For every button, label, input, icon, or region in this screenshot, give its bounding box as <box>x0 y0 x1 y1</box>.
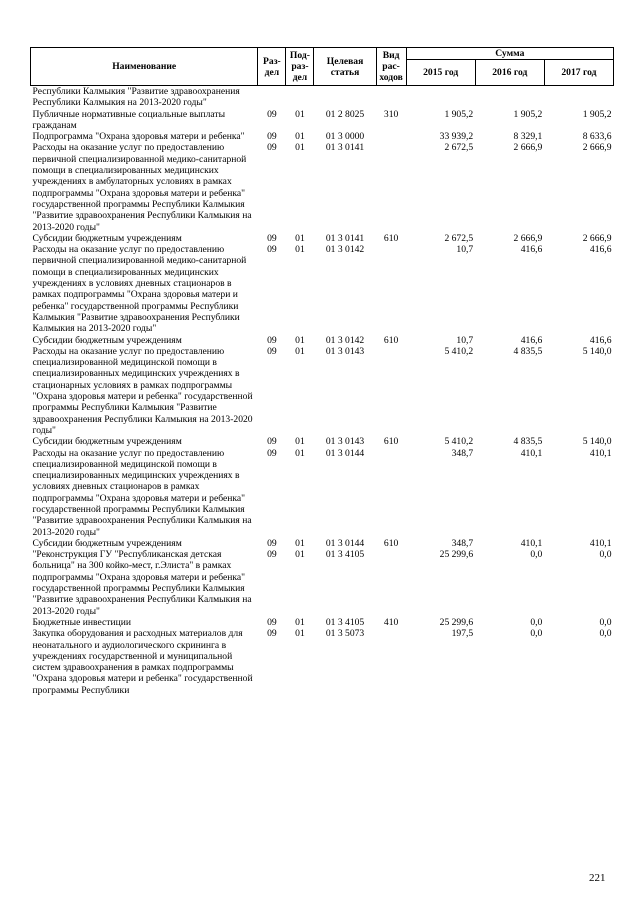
table-row <box>31 233 614 244</box>
cell-2017: 0,0 <box>599 628 612 640</box>
table-row <box>31 131 614 142</box>
header-year-2015: 2015 год <box>406 60 475 86</box>
cell-target: 01 3 0142 <box>325 244 365 256</box>
cell-name: Публичные нормативные социальные выплаты гражданам <box>32 108 226 131</box>
cell-2017: 0,0 <box>599 549 612 561</box>
table-row <box>31 244 614 334</box>
cell-2016: 410,1 <box>520 537 543 549</box>
table-row <box>31 617 614 628</box>
cell-target: 01 3 0141 <box>325 142 365 154</box>
cell-podrazdel: 01 <box>295 549 305 561</box>
cell-expense-type <box>376 142 406 232</box>
table-row <box>31 142 614 232</box>
cell-2017: 2 666,9 <box>582 232 612 244</box>
cell-2016: 1 905,2 <box>513 108 543 120</box>
cell-name: Субсидии бюджетным учреждениям <box>32 436 182 448</box>
cell-2016: 416,6 <box>520 244 543 256</box>
cell-podrazdel: 01 <box>295 108 305 120</box>
cell-expense-type <box>376 346 406 436</box>
cell-expense-type: 610 <box>383 537 399 549</box>
header-razdel: Раз- дел <box>258 48 286 86</box>
cell-target: 01 3 0144 <box>325 537 365 549</box>
cell-expense-type <box>376 448 406 538</box>
cell-expense-type <box>376 549 406 617</box>
cell-target: 01 3 4105 <box>325 549 365 561</box>
table-row <box>31 86 614 109</box>
cell-name: Субсидии бюджетным учреждениям <box>32 232 182 244</box>
cell-2015: 197,5 <box>451 628 474 640</box>
cell-podrazdel: 01 <box>295 345 305 357</box>
table-row <box>31 448 614 538</box>
cell-razdel <box>258 86 286 109</box>
cell-2016: 410,1 <box>520 447 543 459</box>
cell-2016: 2 666,9 <box>513 142 543 154</box>
cell-2016: 4 835,5 <box>513 436 543 448</box>
cell-2017: 416,6 <box>589 334 612 346</box>
table-row <box>31 346 614 436</box>
cell-2015: 10,7 <box>456 334 474 346</box>
cell-name: Субсидии бюджетным учреждениям <box>32 537 182 549</box>
cell-2017: 8 633,6 <box>582 131 612 143</box>
cell-razdel: 09 <box>267 628 277 640</box>
cell-razdel: 09 <box>267 447 277 459</box>
cell-expense-type: 310 <box>383 108 399 120</box>
cell-expense-type <box>376 244 406 334</box>
cell-target: 01 3 5073 <box>325 628 365 640</box>
cell-2017: 410,1 <box>589 447 612 459</box>
cell-podrazdel: 01 <box>295 232 305 244</box>
cell-podrazdel <box>286 86 314 109</box>
cell-2017: 1 905,2 <box>582 108 612 120</box>
table-body <box>31 86 614 697</box>
cell-razdel: 09 <box>267 549 277 561</box>
header-sum: Сумма <box>406 48 613 60</box>
cell-target: 01 3 0142 <box>325 334 365 346</box>
cell-2015: 25 299,6 <box>439 616 474 628</box>
cell-2016: 416,6 <box>520 334 543 346</box>
cell-2015: 2 672,5 <box>444 232 474 244</box>
header-year-2016: 2016 год <box>475 60 544 86</box>
cell-2015: 348,7 <box>451 537 474 549</box>
cell-expense-type <box>376 86 406 109</box>
cell-podrazdel: 01 <box>295 447 305 459</box>
cell-podrazdel: 01 <box>295 436 305 448</box>
cell-name: Бюджетные инвестиции <box>32 616 131 628</box>
cell-podrazdel: 01 <box>295 131 305 143</box>
cell-podrazdel: 01 <box>295 616 305 628</box>
cell-name: Расходы на оказание услуг по предоставлению специализированной медицинской помощи в специализированных медицинских учреждениях в стационарных условиях в рамках подпрограммы "Охрана здоровья матери и ребенка" государственной программы Республики Калмыкия "Развитие здравоохранения Республики Калмыкия на 2013-2020 годы" <box>32 345 253 436</box>
cell-target: 01 3 0144 <box>325 447 365 459</box>
cell-name: "Реконструкция ГУ "Республиканская детская больница" на 300 койко-мест, г.Элиста" в рамках подпрограммы "Охрана здоровья матери и ребенка" государственной программы Республики Калмыкия "Развитие здравоохранения Республики Калмыкия на 2013-2020 годы" <box>32 549 252 617</box>
cell-podrazdel: 01 <box>295 334 305 346</box>
header-year-2017: 2017 год <box>544 60 613 86</box>
table-header <box>31 48 614 86</box>
table-row <box>31 335 614 346</box>
cell-2017: 0,0 <box>599 616 612 628</box>
cell-expense-type: 610 <box>383 232 399 244</box>
cell-2015: 33 939,2 <box>439 131 474 143</box>
cell-2016: 2 666,9 <box>513 232 543 244</box>
cell-2016: 8 329,1 <box>513 131 543 143</box>
table-row <box>31 436 614 447</box>
budget-table <box>30 47 614 696</box>
cell-name: Расходы на оказание услуг по предоставлению специализированной медицинской помощи в специализированных медицинских учреждениях в условиях дневных стационаров в рамках подпрограммы "Охрана здоровья матери и ребенка" государственной программы Республики Калмыкия "Развитие здравоохранения Республики Калмыкия на 2013-2020 годы" <box>32 447 252 538</box>
cell-target: 01 3 0143 <box>325 345 365 357</box>
cell-2015: 10,7 <box>456 244 474 256</box>
cell-name: Расходы на оказание услуг по предоставлению первичной специализированной медико-санитарной помощи в специализированных медицинских учреждениях в условиях дневных стационаров в рамках подпрограммы "Охрана здоровья матери и ребенка" государственной программы Республики Калмыкия "Развитие здравоохранения Республики Калмыкия на 2013-2020 годы" <box>32 244 247 335</box>
cell-2016: 0,0 <box>530 549 543 561</box>
table-row <box>31 549 614 617</box>
cell-razdel: 09 <box>267 244 277 256</box>
cell-podrazdel: 01 <box>295 628 305 640</box>
table-row <box>31 628 614 696</box>
cell-name: Расходы на оказание услуг по предоставлению первичной специализированной медико-санитарной помощи в специализированных медицинских учреждениях в амбулаторных условиях в рамках подпрограммы "Охрана здоровья матери и ребенка" государственной программы Республики Калмыкия "Развитие здравоохранения Республики Калмыкия на 2013-2020 годы" <box>32 142 252 233</box>
cell-2017: 410,1 <box>589 537 612 549</box>
cell-target: 01 2 8025 <box>325 108 365 120</box>
cell-expense-type: 610 <box>383 436 399 448</box>
cell-target: 01 3 0143 <box>325 436 365 448</box>
header-expense-type: Вид рас- ходов <box>376 48 406 86</box>
cell-razdel: 09 <box>267 345 277 357</box>
cell-razdel: 09 <box>267 131 277 143</box>
cell-expense-type <box>376 131 406 142</box>
cell-expense-type: 410 <box>383 616 399 628</box>
cell-2016: 0,0 <box>530 628 543 640</box>
cell-target: 01 3 4105 <box>325 616 365 628</box>
cell-razdel: 09 <box>267 537 277 549</box>
cell-2017: 5 140,0 <box>582 436 612 448</box>
cell-podrazdel: 01 <box>295 142 305 154</box>
header-name: Наименование <box>31 48 258 86</box>
cell-name: Республики Калмыкия "Развитие здравоохранения Республики Калмыкия на 2013-2020 годы" <box>32 86 240 109</box>
cell-expense-type <box>376 628 406 696</box>
cell-2015 <box>406 86 475 109</box>
cell-target: 01 3 0141 <box>325 232 365 244</box>
cell-2016 <box>475 86 544 109</box>
cell-target: 01 3 0000 <box>325 131 365 143</box>
cell-name: Субсидии бюджетным учреждениям <box>32 334 182 346</box>
cell-2015: 1 905,2 <box>444 108 474 120</box>
cell-2015: 5 410,2 <box>444 345 474 357</box>
cell-name: Подпрограмма "Охрана здоровья матери и ребенка" <box>32 131 245 143</box>
cell-2015: 5 410,2 <box>444 436 474 448</box>
page-number: 221 <box>589 872 606 884</box>
header-target: Целевая статья <box>314 48 376 86</box>
cell-2016: 0,0 <box>530 616 543 628</box>
cell-razdel: 09 <box>267 108 277 120</box>
cell-razdel: 09 <box>267 436 277 448</box>
cell-name: Закупка оборудования и расходных материалов для неонатального и аудиологического скрининга в учреждениях государственной и муниципальной систем здравоохранения в рамках подпрограммы "Охрана здоровья матери и ребенка" государственной программы Республики <box>32 628 253 696</box>
cell-2015: 2 672,5 <box>444 142 474 154</box>
cell-2015: 25 299,6 <box>439 549 474 561</box>
cell-razdel: 09 <box>267 616 277 628</box>
cell-razdel: 09 <box>267 232 277 244</box>
cell-2016: 4 835,5 <box>513 345 543 357</box>
cell-2017: 416,6 <box>589 244 612 256</box>
cell-2015: 348,7 <box>451 447 474 459</box>
table-row <box>31 538 614 549</box>
cell-target <box>314 86 376 109</box>
cell-podrazdel: 01 <box>295 244 305 256</box>
cell-razdel: 09 <box>267 142 277 154</box>
cell-razdel: 09 <box>267 334 277 346</box>
cell-2017 <box>544 86 613 109</box>
table-row <box>31 109 614 132</box>
header-podrazdel: Под- раз- дел <box>286 48 314 86</box>
cell-podrazdel: 01 <box>295 537 305 549</box>
cell-2017: 2 666,9 <box>582 142 612 154</box>
cell-expense-type: 610 <box>383 334 399 346</box>
cell-2017: 5 140,0 <box>582 345 612 357</box>
